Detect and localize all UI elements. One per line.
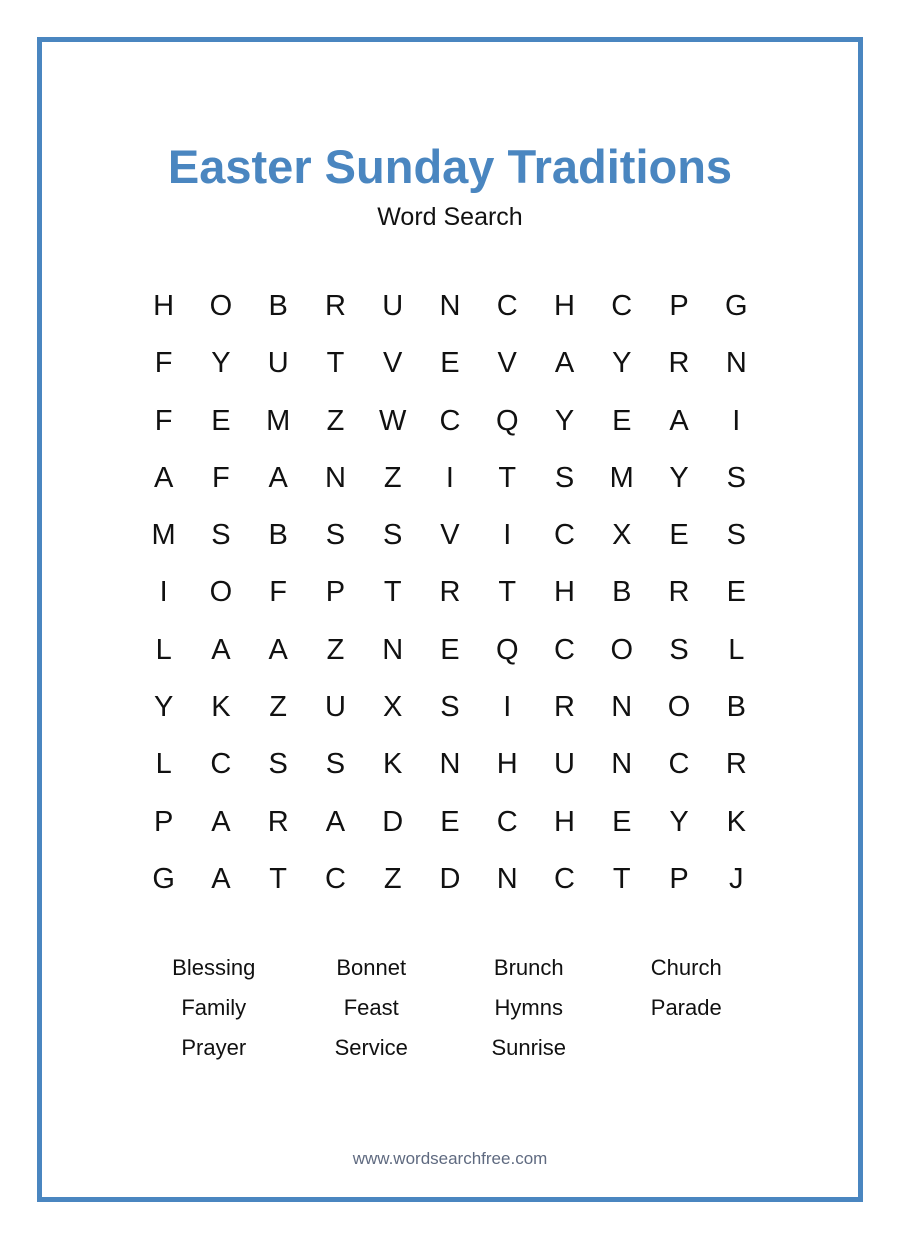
- grid-cell[interactable]: A: [669, 404, 689, 437]
- grid-cell[interactable]: V: [440, 519, 460, 552]
- grid-cell[interactable]: F: [154, 404, 173, 437]
- grid-cell[interactable]: L: [728, 633, 745, 666]
- grid-cell[interactable]: S: [268, 748, 288, 781]
- grid-cell[interactable]: R: [267, 805, 289, 838]
- grid-cell[interactable]: N: [725, 347, 747, 380]
- grid-cell[interactable]: N: [439, 290, 461, 322]
- grid-cell[interactable]: M: [609, 461, 634, 494]
- grid-cell[interactable]: T: [383, 576, 402, 609]
- grid-cell[interactable]: A: [268, 633, 288, 666]
- grid-cell[interactable]: S: [669, 633, 689, 666]
- grid-cell[interactable]: C: [210, 748, 232, 781]
- grid-cell[interactable]: H: [496, 748, 518, 781]
- grid-cell[interactable]: H: [554, 805, 575, 838]
- grid-cell[interactable]: E: [211, 404, 231, 437]
- grid-cell[interactable]: N: [324, 461, 346, 494]
- grid-cell[interactable]: I: [503, 691, 512, 724]
- grid-cell[interactable]: J: [729, 862, 744, 895]
- grid-cell[interactable]: Z: [383, 461, 402, 494]
- letter-grid: [135, 278, 765, 908]
- grid-cell[interactable]: E: [612, 404, 632, 437]
- grid-cell[interactable]: D: [439, 862, 461, 895]
- grid-cell[interactable]: Y: [153, 691, 174, 724]
- grid-cell[interactable]: D: [382, 805, 404, 838]
- grid-cell[interactable]: T: [326, 347, 345, 380]
- grid-cell[interactable]: C: [496, 805, 518, 838]
- word-list-item: Blessing: [172, 955, 256, 980]
- page-title: Easter Sunday Traditions: [167, 140, 733, 193]
- grid-cell[interactable]: A: [211, 805, 231, 838]
- grid-cell[interactable]: Z: [383, 862, 402, 895]
- grid-cell[interactable]: O: [610, 633, 634, 666]
- grid-cell[interactable]: E: [440, 805, 460, 838]
- grid-cell[interactable]: Z: [326, 633, 345, 666]
- grid-row: [135, 335, 765, 392]
- grid-cell[interactable]: C: [554, 862, 575, 895]
- grid-cell[interactable]: T: [612, 862, 631, 895]
- grid-cell[interactable]: C: [611, 290, 633, 322]
- grid-cell[interactable]: O: [209, 290, 233, 322]
- grid-cell[interactable]: M: [151, 519, 176, 552]
- grid-cell[interactable]: L: [155, 748, 172, 781]
- grid-cell[interactable]: R: [439, 576, 461, 609]
- grid-cell[interactable]: U: [324, 691, 346, 724]
- footer-url: www.wordsearchfree.com: [352, 1149, 548, 1168]
- grid-row: [135, 450, 765, 507]
- grid-cell[interactable]: T: [498, 461, 517, 494]
- grid-row: [135, 851, 765, 908]
- grid-cell[interactable]: O: [209, 576, 233, 609]
- grid-cell[interactable]: E: [440, 347, 460, 380]
- grid-cell[interactable]: A: [211, 862, 231, 895]
- grid-cell[interactable]: N: [611, 748, 633, 781]
- grid-cell[interactable]: U: [267, 347, 289, 380]
- grid-row: [135, 736, 765, 793]
- grid-cell[interactable]: Y: [211, 347, 231, 380]
- grid-cell[interactable]: E: [612, 805, 632, 838]
- grid-cell[interactable]: C: [668, 748, 690, 781]
- grid-cell[interactable]: S: [211, 519, 231, 552]
- word-list-item: Parade: [650, 995, 722, 1020]
- grid-cell[interactable]: V: [497, 347, 517, 380]
- word-list-item: Sunrise: [491, 1035, 567, 1060]
- grid-cell[interactable]: L: [155, 633, 172, 666]
- grid-row: [135, 393, 765, 450]
- grid-cell[interactable]: Z: [326, 404, 345, 437]
- grid-cell[interactable]: S: [726, 461, 746, 494]
- grid-cell[interactable]: A: [554, 347, 575, 380]
- grid-cell[interactable]: A: [153, 461, 174, 494]
- grid-cell[interactable]: S: [726, 519, 746, 552]
- word-list-item: Prayer: [181, 1035, 247, 1060]
- grid-cell[interactable]: H: [153, 290, 175, 322]
- grid-cell[interactable]: F: [269, 576, 288, 609]
- grid-cell[interactable]: C: [496, 290, 518, 322]
- grid-row: [135, 622, 765, 679]
- grid-cell[interactable]: R: [668, 347, 690, 380]
- grid-cell[interactable]: E: [669, 519, 689, 552]
- grid-cell[interactable]: T: [498, 576, 517, 609]
- grid-cell[interactable]: P: [669, 862, 689, 895]
- grid-cell[interactable]: H: [554, 576, 575, 609]
- grid-cell[interactable]: Q: [495, 633, 519, 666]
- grid-cell[interactable]: K: [383, 748, 403, 781]
- grid-cell[interactable]: C: [324, 862, 346, 895]
- grid-cell[interactable]: B: [268, 290, 288, 322]
- word-list-item: Service: [334, 1035, 408, 1060]
- grid-cell[interactable]: W: [379, 404, 407, 437]
- grid-cell[interactable]: Z: [269, 691, 288, 724]
- grid-row: [135, 278, 765, 335]
- grid-row: [135, 564, 765, 621]
- grid-cell[interactable]: F: [154, 347, 173, 380]
- grid-cell[interactable]: I: [445, 461, 454, 494]
- grid-cell[interactable]: U: [382, 290, 404, 322]
- grid-cell[interactable]: B: [726, 691, 746, 724]
- grid-cell[interactable]: R: [554, 691, 575, 724]
- grid-row: [135, 679, 765, 736]
- word-list-item: Family: [181, 995, 247, 1020]
- grid-cell[interactable]: I: [732, 404, 741, 437]
- grid-cell[interactable]: U: [554, 748, 575, 781]
- grid-cell[interactable]: S: [440, 691, 460, 724]
- grid-cell[interactable]: N: [439, 748, 461, 781]
- grid-cell[interactable]: I: [159, 576, 168, 609]
- word-list-item: Brunch: [493, 955, 564, 980]
- grid-cell[interactable]: E: [440, 633, 460, 666]
- grid-cell[interactable]: C: [554, 519, 575, 552]
- grid-cell[interactable]: Y: [669, 461, 689, 494]
- grid-cell[interactable]: O: [667, 691, 691, 724]
- grid-cell[interactable]: S: [325, 748, 346, 781]
- grid-cell[interactable]: P: [325, 576, 346, 609]
- grid-cell[interactable]: S: [383, 519, 403, 552]
- grid-cell[interactable]: R: [324, 290, 346, 322]
- grid-row: [135, 507, 765, 564]
- grid-cell[interactable]: E: [726, 576, 746, 609]
- grid-cell[interactable]: X: [383, 691, 403, 724]
- grid-cell[interactable]: G: [725, 290, 748, 322]
- grid-cell[interactable]: G: [152, 862, 175, 895]
- grid-cell[interactable]: B: [268, 519, 288, 552]
- grid-cell[interactable]: A: [325, 805, 346, 838]
- word-list-item: Church: [650, 955, 722, 980]
- grid-cell[interactable]: Q: [495, 404, 519, 437]
- word-list-item: Hymns: [494, 995, 563, 1020]
- grid-cell[interactable]: H: [554, 290, 575, 322]
- grid-cell[interactable]: R: [668, 576, 690, 609]
- grid-cell[interactable]: C: [439, 404, 461, 437]
- grid-cell[interactable]: F: [212, 461, 230, 494]
- grid-cell[interactable]: A: [268, 461, 288, 494]
- grid-cell[interactable]: T: [269, 862, 288, 895]
- grid-cell[interactable]: Y: [612, 347, 632, 380]
- word-list-item: Feast: [343, 995, 399, 1020]
- grid-cell[interactable]: Y: [669, 805, 689, 838]
- grid-cell[interactable]: V: [383, 347, 403, 380]
- grid-cell[interactable]: A: [211, 633, 231, 666]
- grid-cell[interactable]: P: [153, 805, 174, 838]
- grid-cell[interactable]: N: [382, 633, 404, 666]
- grid-cell[interactable]: Y: [554, 404, 575, 437]
- grid-cell[interactable]: P: [669, 290, 689, 322]
- grid-cell[interactable]: K: [726, 805, 746, 838]
- grid-cell[interactable]: B: [612, 576, 632, 609]
- grid-cell[interactable]: M: [266, 404, 291, 437]
- word-list-item: Bonnet: [336, 955, 407, 980]
- page-subtitle: Word Search: [377, 203, 523, 231]
- grid-cell[interactable]: S: [554, 461, 575, 494]
- grid-cell[interactable]: R: [725, 748, 747, 781]
- grid-cell[interactable]: X: [612, 519, 632, 552]
- grid-cell[interactable]: S: [325, 519, 346, 552]
- grid-cell[interactable]: K: [211, 691, 231, 724]
- grid-row: [135, 794, 765, 851]
- grid-cell[interactable]: C: [554, 633, 575, 666]
- grid-cell[interactable]: N: [496, 862, 518, 895]
- grid-cell[interactable]: I: [503, 519, 512, 552]
- word-list: [135, 955, 765, 1061]
- grid-cell[interactable]: N: [611, 691, 633, 724]
